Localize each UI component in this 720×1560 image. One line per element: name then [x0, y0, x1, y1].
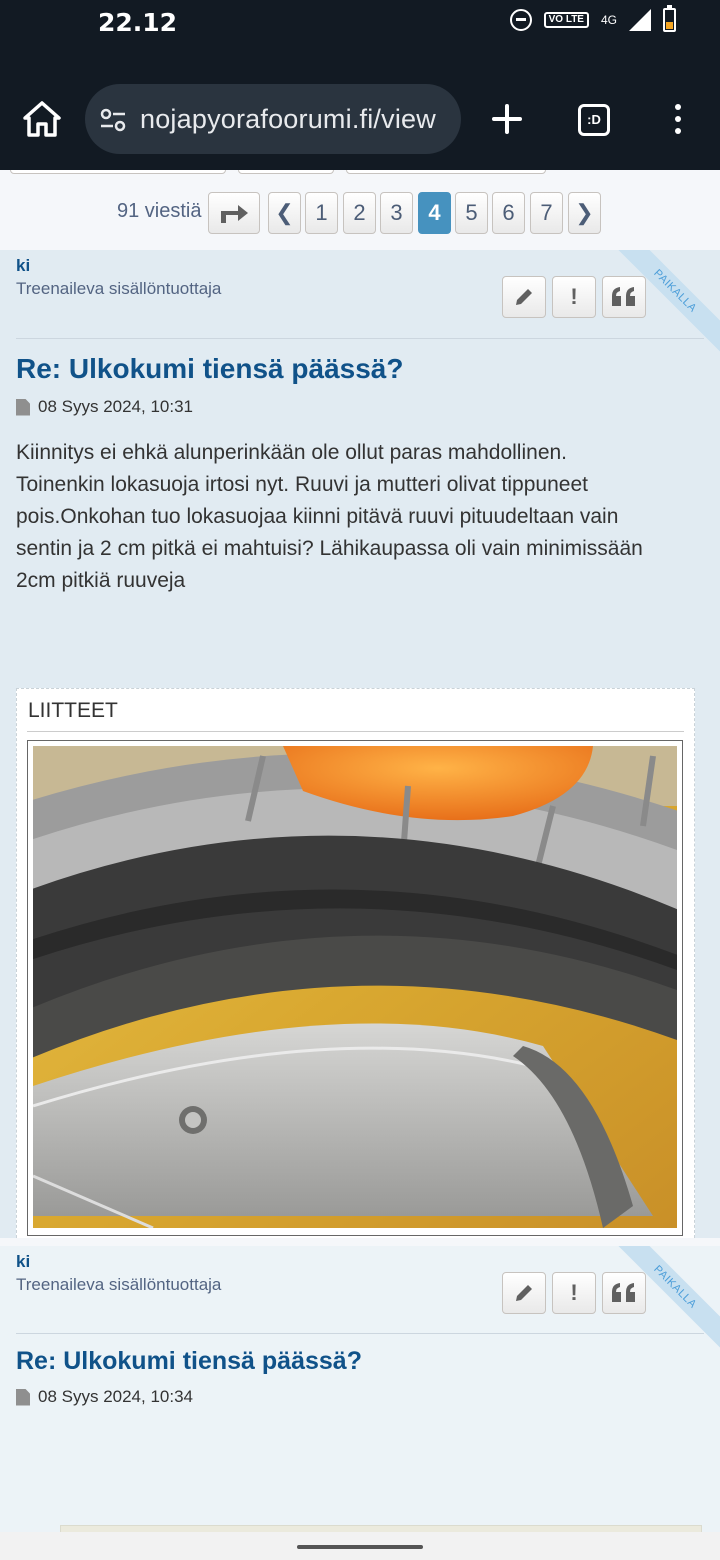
post-link-icon[interactable] — [16, 1389, 30, 1406]
online-ribbon: PAIKALLA — [614, 250, 720, 352]
pagination — [0, 192, 720, 234]
quote-button[interactable] — [602, 1272, 646, 1314]
site-settings-icon[interactable] — [99, 106, 127, 134]
post — [0, 1246, 720, 1532]
scrolled-button-fragment — [346, 170, 546, 174]
post-body — [16, 437, 706, 597]
scrolled-button-fragment — [238, 170, 334, 174]
author-rank: Treenaileva sisällöntuottaja — [16, 279, 222, 298]
page-button-1[interactable]: 1 — [305, 192, 338, 234]
page-button-3[interactable]: 3 — [380, 192, 413, 234]
divider — [16, 338, 704, 339]
body-line: Toinenkin lokasuoja irtosi nyt. Ruuvi ja mutteri olivat tippuneet — [16, 473, 588, 496]
volte-icon: VO LTE — [544, 12, 589, 28]
post-date — [16, 1387, 193, 1407]
post-title[interactable]: Re: Ulkokumi tiensä päässä? — [16, 353, 404, 384]
jump-to-page-button[interactable] — [208, 192, 260, 234]
post-author[interactable]: ki — [16, 256, 31, 275]
body-line: sentin ja 2 cm pitkä ei mahtuisi? Lähikaupassa oli vain minimissään — [16, 537, 643, 560]
page-button-4-current[interactable]: 4 — [418, 192, 451, 234]
pencil-icon — [513, 1282, 535, 1304]
post-date-text: 08 Syys 2024, 10:34 — [38, 1387, 194, 1406]
clock: 22.12 — [98, 8, 178, 37]
author-rank: Treenaileva sisällöntuottaja — [16, 1275, 222, 1294]
body-line: pois.Onkohan tuo lokasuojaa kiinni pitävä ruuvi pituudeltaan vain — [16, 505, 619, 528]
page-button-2[interactable]: 2 — [343, 192, 376, 234]
scrolled-button-fragment — [10, 170, 226, 174]
home-icon[interactable] — [22, 100, 62, 138]
tab-switcher-button[interactable]: :D — [578, 104, 610, 136]
attachments-box — [16, 688, 695, 1238]
network-type-label: 4G — [600, 13, 617, 27]
quote-icon — [611, 286, 637, 308]
next-page-button[interactable]: ❯ — [568, 192, 601, 234]
quote-block — [60, 1525, 702, 1532]
gesture-bar — [0, 1532, 720, 1560]
status-icons — [510, 8, 676, 32]
jump-arrow-icon — [218, 201, 250, 225]
prev-page-button[interactable]: ❮ — [268, 192, 301, 234]
bicycle-tire-photo — [33, 746, 677, 1228]
exclamation-icon: ! — [570, 1280, 578, 1305]
battery-icon — [663, 8, 676, 32]
page-button-6[interactable]: 6 — [492, 192, 525, 234]
overflow-menu-icon[interactable] — [672, 104, 684, 138]
browser-toolbar — [0, 60, 720, 170]
post — [0, 250, 720, 1238]
quote-icon — [611, 1282, 637, 1304]
new-tab-icon[interactable] — [490, 102, 524, 136]
report-button[interactable] — [552, 276, 596, 318]
pencil-icon — [513, 286, 535, 308]
body-line: 2cm pitkiä ruuveja — [16, 569, 186, 592]
post-link-icon[interactable] — [16, 399, 30, 416]
page-button-7[interactable]: 7 — [530, 192, 563, 234]
status-bar — [0, 0, 720, 60]
attachment-image[interactable] — [27, 740, 683, 1236]
post-author[interactable]: ki — [16, 1252, 31, 1271]
post-title[interactable]: Re: Ulkokumi tiensä päässä? — [16, 1347, 362, 1375]
url-text[interactable]: nojapyorafoorumi.fi/view — [140, 104, 436, 134]
post-date-text: 08 Syys 2024, 10:31 — [38, 397, 194, 416]
signal-icon — [629, 9, 651, 31]
post-actions — [502, 1272, 646, 1314]
home-gesture-handle[interactable] — [297, 1545, 423, 1549]
edit-button[interactable] — [502, 1272, 546, 1314]
post-count: 91 viestiä — [117, 200, 202, 222]
online-ribbon: PAIKALLA — [614, 1246, 720, 1348]
exclamation-icon: ! — [570, 284, 578, 309]
attachments-heading: LIITTEET — [28, 699, 118, 722]
divider — [16, 1333, 704, 1334]
quote-button[interactable] — [602, 276, 646, 318]
post-actions — [502, 276, 646, 318]
post-date — [16, 397, 193, 417]
divider — [27, 731, 684, 732]
report-button[interactable] — [552, 1272, 596, 1314]
page-button-5[interactable]: 5 — [455, 192, 488, 234]
page-content — [0, 170, 720, 1532]
do-not-disturb-icon — [510, 9, 532, 31]
edit-button[interactable] — [502, 276, 546, 318]
body-line: Kiinnitys ei ehkä alunperinkään ole ollut paras mahdollinen. — [16, 441, 568, 464]
address-bar[interactable] — [85, 84, 461, 154]
